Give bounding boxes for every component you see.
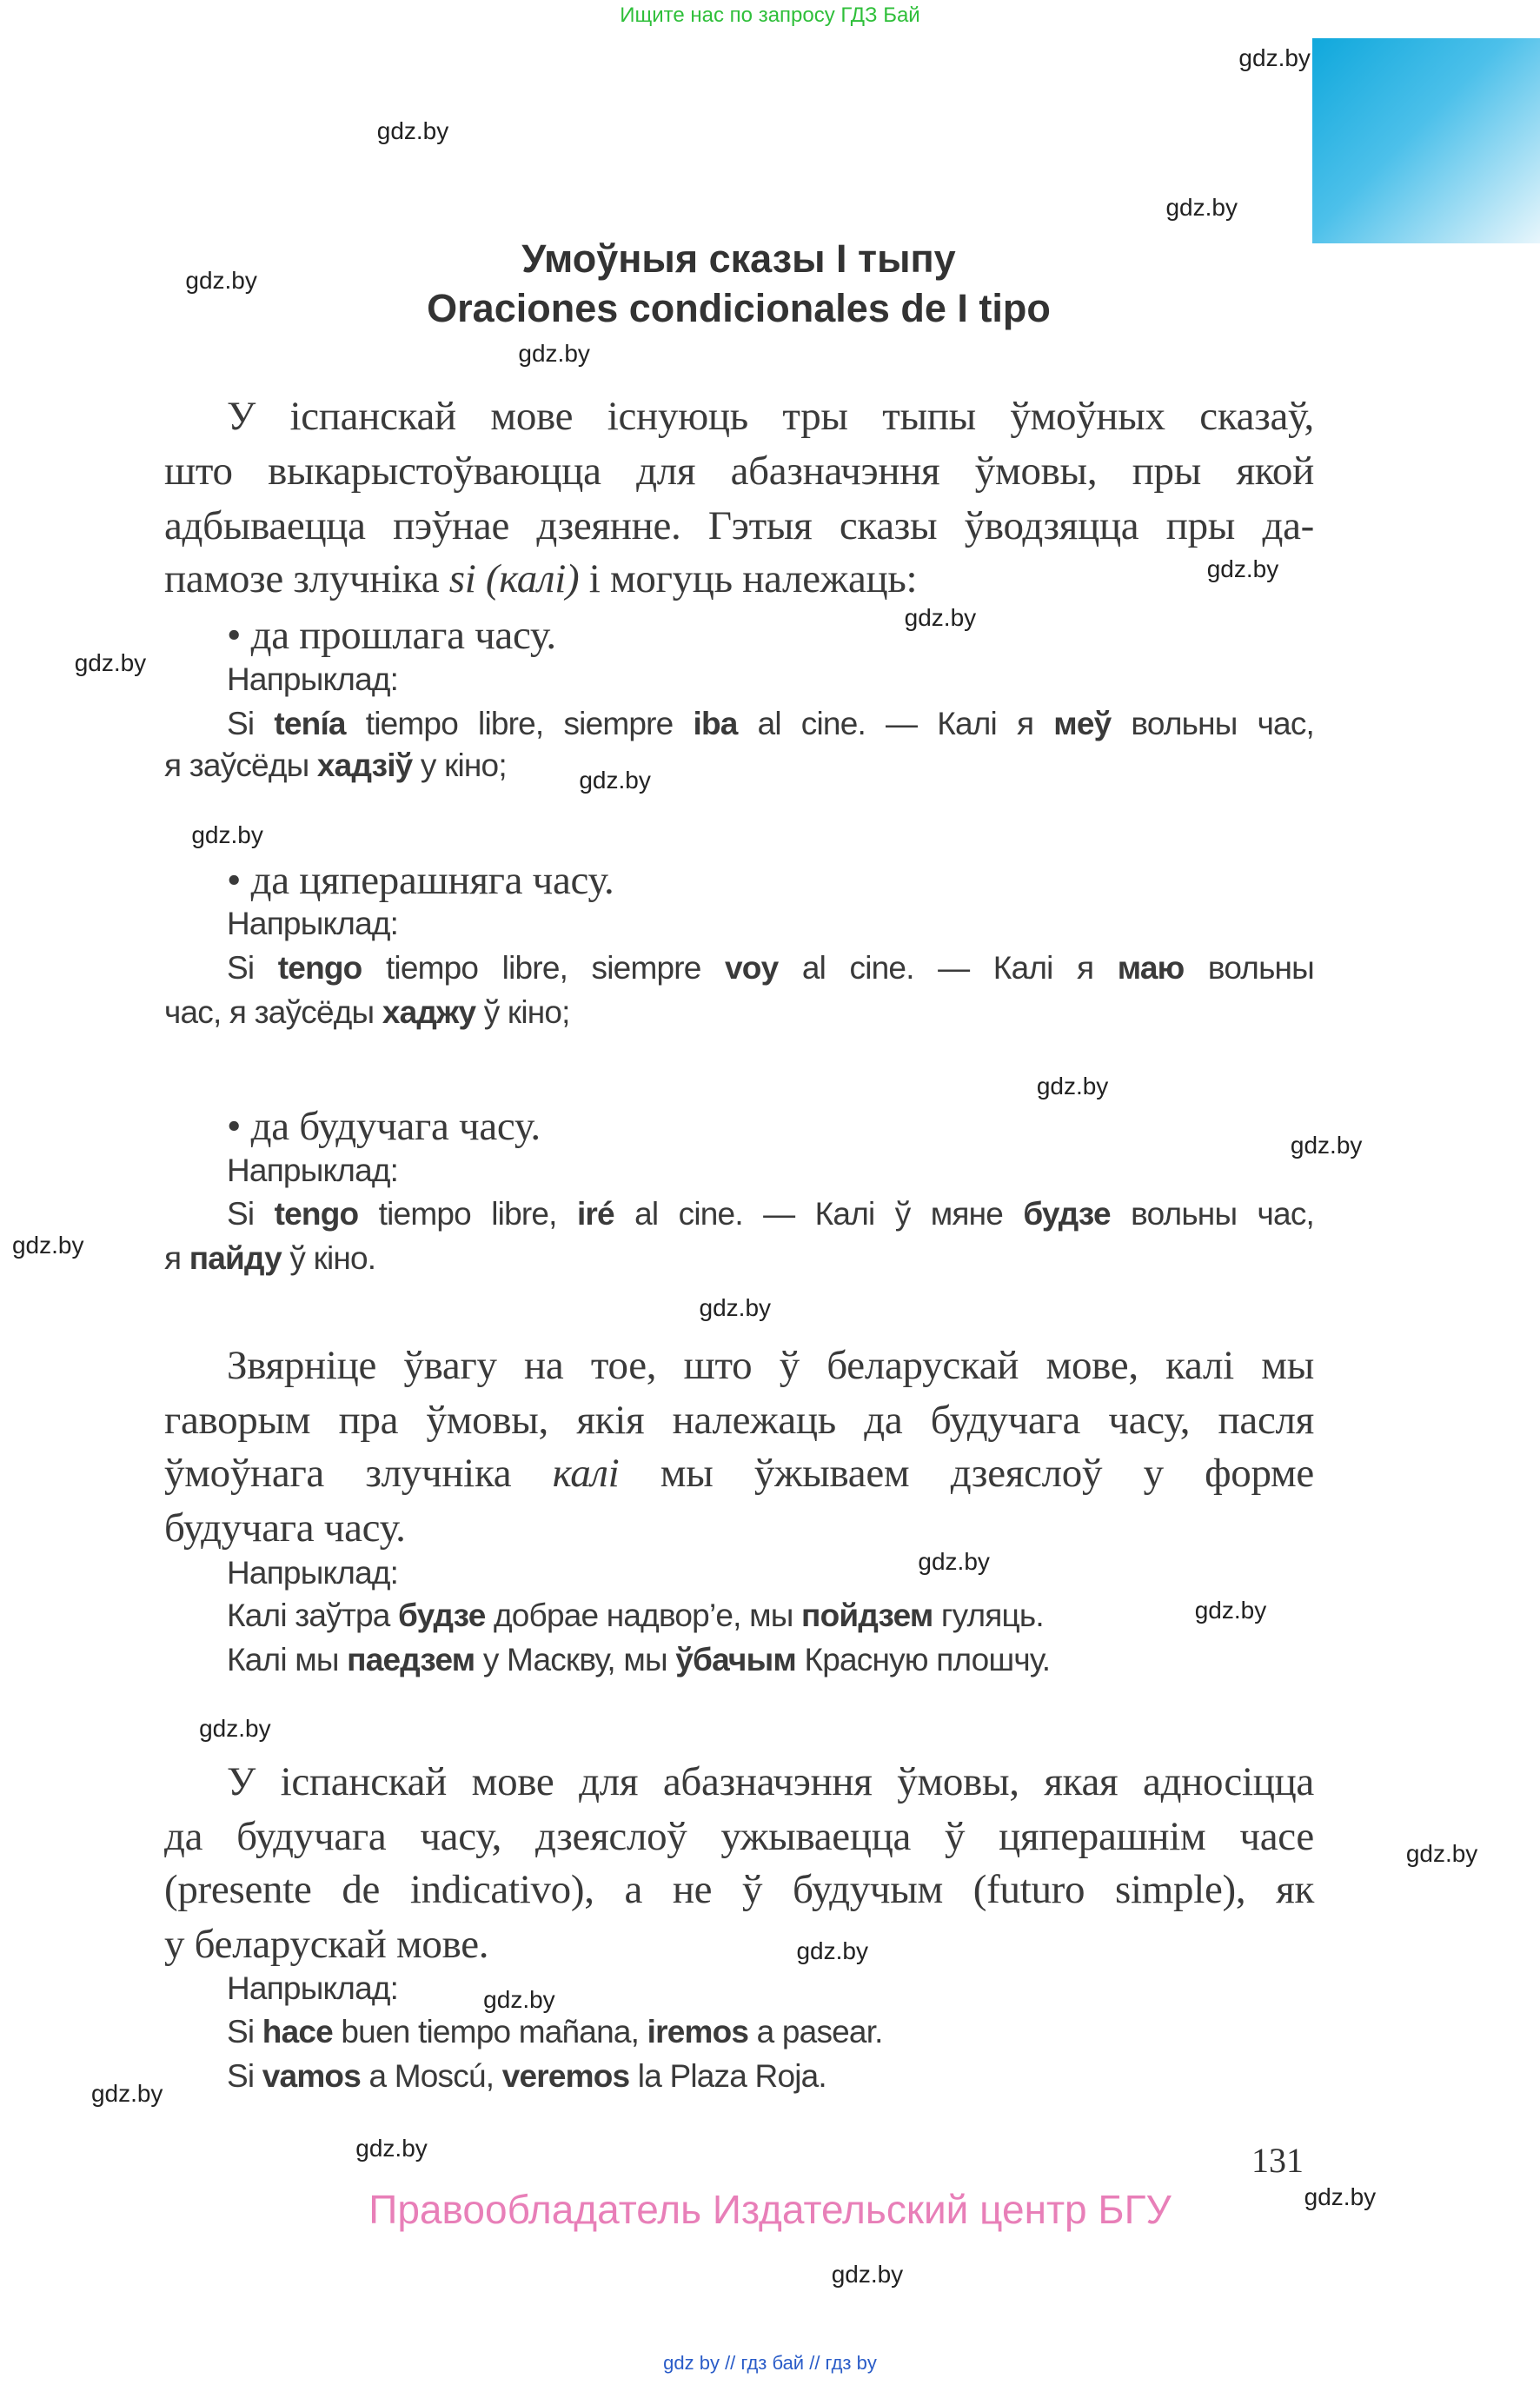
text-line — [227, 2055, 826, 2098]
watermark-text: gdz.by — [518, 339, 590, 367]
text-line — [164, 1237, 375, 1280]
text-segment: (presente de indicativo), а не ў будучым (futuro simple), як — [164, 1867, 1314, 1912]
text-segment: і могуць належаць: — [579, 556, 918, 602]
watermark-text: gdz.by — [1405, 1839, 1478, 1867]
bold-term: маю — [1117, 950, 1185, 987]
text-segment: гаворым пра ўмовы, якія належаць да будучага часу, пасля — [164, 1397, 1314, 1443]
text-segment: Напрыклад: — [227, 661, 399, 697]
text-segment: у кіно; — [412, 747, 507, 784]
text-segment: вольны — [1184, 950, 1314, 987]
watermark-text: gdz.by — [199, 1715, 271, 1743]
bold-term: паедзем — [347, 1641, 475, 1677]
bold-term: iremos — [647, 2014, 749, 2050]
text-segment: Si — [227, 2058, 262, 2095]
watermark-text: gdz.by — [355, 2135, 428, 2162]
bold-term: hace — [262, 2014, 333, 2050]
bold-term: будзе — [1023, 1196, 1111, 1232]
text-line — [164, 444, 1314, 498]
bold-term: tenía — [274, 705, 346, 741]
text-line — [164, 1393, 1314, 1447]
text-segment: што выкарыстоўваюцца для абазначэння ўмовы, пры якой — [164, 448, 1314, 495]
bold-term: хадзіў — [316, 747, 413, 784]
text-segment: • да цяперашняга часу. — [227, 857, 614, 903]
watermark-text: gdz.by — [1238, 44, 1311, 72]
text-segment: Si — [227, 2014, 262, 2050]
text-segment: мы ўжываем дзеяслоў у форме — [619, 1450, 1314, 1496]
text-segment: a pasear. — [748, 2014, 883, 2050]
text-segment: tiempo libre, siempre — [362, 950, 726, 987]
watermark-text: gdz.by — [796, 1937, 868, 1964]
text-line — [227, 702, 1314, 746]
text-line — [227, 1967, 398, 2010]
text-line — [227, 1594, 1044, 1638]
text-line — [227, 1339, 1314, 1392]
text-segment: al cine. — Калі ў мяне — [614, 1196, 1024, 1232]
watermark-text: gdz.by — [918, 1547, 990, 1575]
bold-term: iré — [576, 1196, 614, 1232]
text-line — [227, 1755, 1314, 1809]
text-segment: я — [164, 1240, 189, 1277]
text-segment: вольны час, — [1110, 1196, 1314, 1232]
text-line — [227, 2010, 883, 2054]
bold-term: будзе — [398, 1598, 486, 1634]
bold-term: хаджу — [382, 993, 476, 1030]
text-segment: la Plaza Roja. — [629, 2058, 826, 2095]
text-line — [227, 1551, 398, 1595]
copyright-footer: Правообладатель Издательский центр БГУ — [368, 2187, 1172, 2232]
watermark-text: gdz.by — [90, 2080, 163, 2108]
text-segment: У іспанскай мове для абазначэння ўмовы, якая адносіцца — [227, 1758, 1314, 1804]
corner-decoration — [1312, 38, 1540, 243]
italic-term: калі — [552, 1450, 620, 1496]
heading-belarusian: Умоўныя сказы I тыпу — [521, 236, 956, 281]
heading-spanish: Oraciones condicionales de I tipo — [427, 286, 1051, 330]
text-line — [164, 1446, 1314, 1500]
watermark-text: gdz.by — [699, 1293, 772, 1321]
text-line — [164, 991, 570, 1034]
text-segment: Si — [227, 1196, 275, 1232]
bold-term: tengo — [277, 950, 362, 987]
text-segment: добрае надвор’е, мы — [485, 1598, 802, 1634]
text-segment: Si — [227, 705, 275, 741]
watermark-text: gdz.by — [1036, 1072, 1109, 1099]
text-segment: Калі мы — [227, 1641, 348, 1677]
bold-term: пойдзем — [801, 1598, 933, 1634]
text-segment: a Moscú, — [361, 2058, 502, 2095]
text-segment: Напрыклад: — [227, 1152, 399, 1188]
text-line — [227, 1099, 541, 1153]
text-line — [164, 552, 917, 606]
text-line — [227, 1638, 1050, 1682]
search-hint-banner: Ищите нас по запросу ГДЗ Бай — [620, 3, 920, 27]
text-segment: ўмоўнага злучніка — [164, 1450, 553, 1496]
page-number: 131 — [1251, 2141, 1304, 2180]
text-segment: у беларускай мове. — [164, 1921, 489, 1967]
bold-term: iba — [693, 705, 738, 741]
text-segment: да будучага часу, дзеяслоў ужываецца ў цяперашнім часе — [164, 1813, 1314, 1859]
text-segment: al cine. — Калі я — [737, 705, 1054, 741]
bold-term: ўбачым — [675, 1641, 796, 1677]
text-segment: вольны час, — [1111, 705, 1314, 741]
text-segment: Напрыклад: — [227, 1970, 399, 2006]
text-segment: У іспанскай мове існуюць тры тыпы ўмоўных сказаў, — [227, 394, 1314, 440]
text-segment: памозе злучніка — [164, 556, 449, 602]
text-segment: ў кіно. — [281, 1240, 376, 1277]
text-segment: будучага часу. — [164, 1505, 406, 1551]
text-segment: Напрыклад: — [227, 906, 399, 942]
text-segment: ў кіно; — [475, 993, 570, 1030]
watermark-text: gdz.by — [483, 1985, 555, 2013]
watermark-text: gdz.by — [579, 766, 651, 794]
watermark-text: gdz.by — [11, 1232, 84, 1259]
text-line — [227, 947, 1314, 990]
bold-term: voy — [725, 950, 779, 987]
watermark-text: gdz.by — [831, 2261, 904, 2289]
text-segment: tiempo libre, — [358, 1196, 577, 1232]
text-line — [227, 902, 398, 946]
text-segment: Красную плошчу. — [795, 1641, 1051, 1677]
text-line — [227, 854, 614, 907]
watermark-text: gdz.by — [1304, 2183, 1377, 2211]
text-line — [164, 1810, 1314, 1863]
text-line — [227, 1149, 398, 1192]
text-segment: я заўсёды — [164, 747, 317, 784]
italic-term: si (калі) — [448, 556, 580, 602]
bold-term: пайду — [189, 1240, 282, 1277]
watermark-text: gdz.by — [1290, 1131, 1363, 1159]
bold-term: vamos — [262, 2058, 362, 2095]
bold-term: tengo — [274, 1196, 359, 1232]
text-segment: Si — [227, 950, 278, 987]
text-segment: у Маскву, мы — [475, 1641, 676, 1677]
text-segment: адбываецца пэўнае дзеянне. Гэтыя сказы ўводзяцца пры да- — [164, 503, 1314, 549]
watermark-text: gdz.by — [191, 820, 263, 848]
text-segment: • да будучага часу. — [227, 1104, 541, 1149]
text-line — [227, 658, 398, 701]
watermark-text: gdz.by — [1194, 1596, 1267, 1624]
watermark-text: gdz.by — [376, 117, 449, 145]
text-segment: Звярніце ўвагу на тое, што ў беларускай мове, калі мы — [227, 1342, 1314, 1388]
text-line — [164, 744, 507, 787]
watermark-text: gdz.by — [1165, 193, 1238, 221]
watermark-text: gdz.by — [185, 266, 257, 294]
watermark-text: gdz.by — [904, 603, 977, 631]
text-segment: гуляць. — [933, 1598, 1044, 1634]
bold-term: veremos — [501, 2058, 630, 2095]
text-segment: • да прошлага часу. — [227, 613, 556, 659]
text-line — [164, 1917, 488, 1971]
bottom-links[interactable]: gdz by // гдз бай // гдз by — [663, 2352, 877, 2374]
text-segment: Напрыклад: — [227, 1555, 399, 1591]
bold-term: меў — [1053, 705, 1112, 741]
text-line — [227, 389, 1314, 443]
text-segment: buen tiempo mañana, — [332, 2014, 647, 2050]
text-line — [164, 499, 1314, 553]
text-segment: tiempo libre, siempre — [345, 705, 694, 741]
text-line — [227, 1192, 1314, 1236]
text-line — [164, 1501, 406, 1555]
text-segment: al cine. — Калі я — [778, 950, 1118, 987]
text-segment: час, я заўсёды — [164, 993, 382, 1030]
watermark-text: gdz.by — [1206, 555, 1279, 582]
text-line — [164, 1863, 1314, 1917]
text-segment: Калі заўтра — [227, 1598, 399, 1634]
watermark-text: gdz.by — [74, 649, 147, 677]
text-line — [227, 608, 556, 662]
